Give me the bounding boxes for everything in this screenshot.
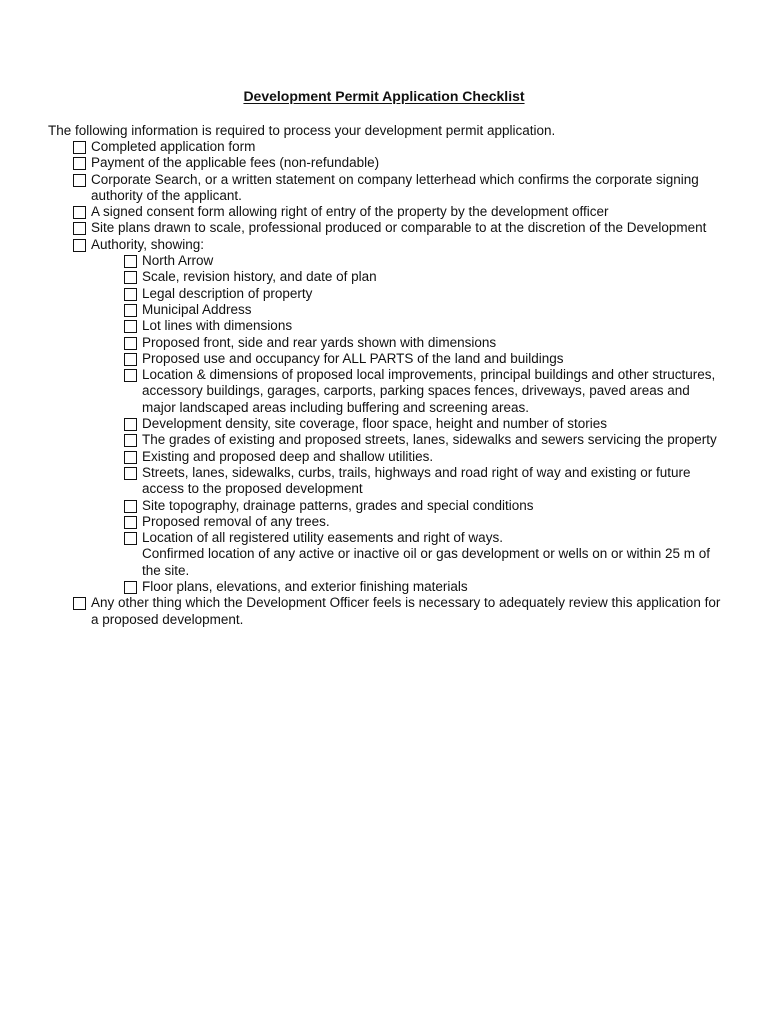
checklist-item — [0, 220, 770, 236]
checkbox[interactable] — [124, 451, 137, 464]
checklist-item — [0, 155, 770, 171]
checklist-item — [0, 465, 770, 498]
intro-text: The following information is required to process your development permit application. — [48, 123, 556, 138]
checklist-item — [0, 449, 770, 465]
checklist-item — [0, 579, 770, 595]
checklist-item — [0, 416, 770, 432]
checklist-item — [0, 530, 770, 546]
checklist-item-label: Scale, revision history, and date of plan — [142, 269, 377, 285]
checklist-item-label: Authority, showing: — [91, 236, 205, 252]
checkbox[interactable] — [124, 581, 137, 594]
checkbox[interactable] — [124, 304, 137, 317]
checkbox[interactable] — [124, 369, 137, 382]
checkbox[interactable] — [73, 239, 86, 252]
checkbox[interactable] — [124, 467, 137, 480]
checklist-item-label: Confirmed location of any active or inactive oil or gas development or wells on or within 25 m of the site. — [142, 546, 711, 578]
checklist-item-label: A signed consent form allowing right of entry of the property by the development officer — [91, 204, 609, 220]
checklist-item-label: North Arrow — [142, 253, 214, 269]
checklist-item-label: Proposed use and occupancy for ALL PARTS of the land and buildings — [142, 350, 564, 366]
checklist-item — [0, 204, 770, 220]
checkbox[interactable] — [124, 255, 137, 268]
checklist-item-label: Location & dimensions of proposed local improvements, principal buildings and other structures, accessory buildings, garages, carports, parking spaces fences, driveways, paved areas and major landscaped areas including buffering and screening areas. — [142, 367, 716, 415]
checklist-item — [0, 514, 770, 530]
checkbox[interactable] — [124, 353, 137, 366]
checklist-item-label: Any other thing which the Development Officer feels is necessary to adequately review this application for a proposed development. — [91, 595, 721, 627]
checklist-item — [0, 432, 770, 448]
checklist-item-label: Corporate Search, or a written statement on company letterhead which confirms the corporate signing authority of the applicant. — [91, 171, 699, 203]
checklist-item-label: Site plans drawn to scale, professional produced or comparable to at the discretion of the Development — [91, 220, 707, 236]
checklist-item — [0, 351, 770, 367]
checklist-item — [0, 172, 770, 205]
page-title: Development Permit Application Checklist — [243, 88, 525, 104]
checklist-item — [0, 253, 770, 269]
checkbox[interactable] — [124, 288, 137, 301]
checklist-item-label: Existing and proposed deep and shallow utilities. — [142, 448, 434, 464]
checkbox[interactable] — [73, 157, 86, 170]
checklist-item — [0, 546, 770, 579]
checklist-item-label: Completed application form — [91, 139, 256, 154]
checkbox[interactable] — [73, 597, 86, 610]
checklist-item-label: Legal description of property — [142, 285, 313, 301]
checklist-item — [0, 595, 770, 628]
checkbox[interactable] — [124, 271, 137, 284]
checkbox[interactable] — [124, 434, 137, 447]
checklist-item-label: The grades of existing and proposed streets, lanes, sidewalks and sewers servicing the property — [142, 432, 717, 448]
checklist-item-label: Lot lines with dimensions — [142, 318, 293, 334]
checklist-item-label: Proposed removal of any trees. — [142, 513, 330, 529]
checklist-item-label: Site topography, drainage patterns, grades and special conditions — [142, 497, 534, 513]
checklist-item-label: Streets, lanes, sidewalks, curbs, trails, highways and road right of way and existing or future access to the proposed development — [142, 464, 691, 497]
checkbox[interactable] — [73, 174, 86, 187]
checklist-item — [0, 269, 770, 285]
checkbox[interactable] — [73, 222, 86, 235]
checklist-item — [0, 367, 770, 416]
checklist-item — [0, 139, 770, 155]
checklist-item-label: Floor plans, elevations, and exterior finishing materials — [142, 579, 468, 595]
checklist-item — [0, 318, 770, 334]
checklist — [0, 139, 770, 628]
checklist-item-label: Payment of the applicable fees (non-refundable) — [91, 155, 380, 171]
checklist-item-label: Proposed front, side and rear yards shown with dimensions — [142, 334, 497, 350]
checklist-item-label: Location of all registered utility easements and right of ways. — [142, 530, 503, 546]
checkbox[interactable] — [124, 418, 137, 431]
checklist-item — [0, 335, 770, 351]
checklist-item-label: Municipal Address — [142, 301, 252, 317]
checkbox[interactable] — [73, 141, 86, 154]
checkbox[interactable] — [73, 206, 86, 219]
checkbox[interactable] — [124, 532, 137, 545]
checklist-item — [0, 498, 770, 514]
checklist-item — [0, 237, 770, 253]
checklist-item — [0, 286, 770, 302]
checklist-item-label: Development density, site coverage, floor space, height and number of stories — [142, 416, 608, 432]
checkbox[interactable] — [124, 337, 137, 350]
checklist-item — [0, 302, 770, 318]
checkbox[interactable] — [124, 500, 137, 513]
checkbox[interactable] — [124, 320, 137, 333]
checkbox[interactable] — [124, 516, 137, 529]
